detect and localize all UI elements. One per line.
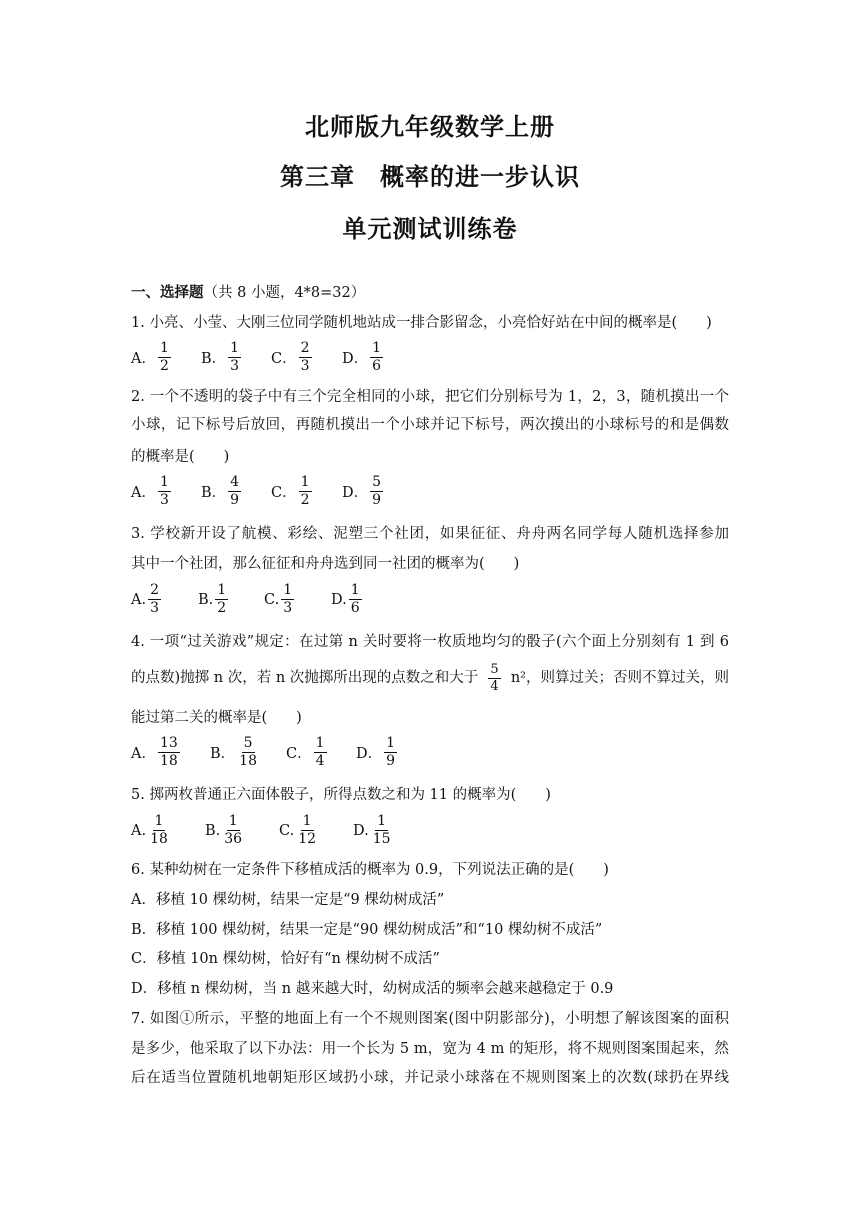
denominator: 4 bbox=[315, 753, 325, 769]
denominator: 6 bbox=[350, 600, 360, 616]
q5-option-d[interactable] bbox=[353, 813, 395, 848]
numerator: 5 bbox=[490, 661, 499, 677]
q1-option-a[interactable] bbox=[131, 340, 173, 375]
numerator: 1 bbox=[302, 813, 312, 829]
fraction bbox=[296, 813, 318, 848]
q2-line-2: 小球，记下标号后放回，再随机摸出一个小球并记下标号，两次摸出的小球标号的和是偶数 bbox=[131, 417, 729, 433]
option-label: C． bbox=[271, 485, 297, 501]
test-title: 单元测试训练卷 bbox=[342, 215, 518, 243]
q5-option-b[interactable] bbox=[205, 813, 246, 848]
fraction bbox=[215, 582, 228, 617]
q4-option-a[interactable] bbox=[131, 735, 182, 770]
fraction bbox=[314, 735, 327, 770]
denominator: 9 bbox=[230, 492, 240, 508]
option-label: C. bbox=[264, 591, 280, 608]
q2-line-1: 2. 一个不透明的袋子中有三个完全相同的小球，把它们分别标号为 1，2，3，随机摸出一个 bbox=[131, 389, 729, 405]
q3-line-1: 3. 学校新开设了航模、彩绘、泥塑三个社团，如果征征、舟舟两名同学每人随机选择参加 bbox=[131, 526, 729, 542]
denominator: 3 bbox=[150, 600, 160, 616]
fraction bbox=[237, 735, 259, 770]
option-label: D. bbox=[353, 822, 369, 839]
numerator: 1 bbox=[283, 582, 293, 598]
denominator: 18 bbox=[239, 753, 257, 769]
denominator: 2 bbox=[217, 600, 227, 616]
q3-option-d[interactable] bbox=[331, 582, 364, 617]
q6-option-a[interactable]: A．移植 10 棵幼树，结果一定是“9 棵幼树成活” bbox=[131, 892, 445, 908]
chapter-title: 第三章 概率的进一步认识 bbox=[280, 163, 580, 191]
numerator: 1 bbox=[228, 813, 238, 829]
q4-line-1: 4. 一项“过关游戏”规定：在过第 n 关时要将一枚质地均匀的骰子(六个面上分别刻有 1 到 6 bbox=[131, 634, 729, 650]
q6-option-d[interactable]: D．移植 n 棵幼树，当 n 越来越大时，幼树成活的频率会越来越稳定于 0.9 bbox=[131, 981, 614, 997]
option-label: B． bbox=[210, 746, 236, 762]
numerator: 1 bbox=[230, 340, 240, 356]
option-label: B． bbox=[201, 485, 227, 501]
numerator: 1 bbox=[377, 813, 387, 829]
denominator: 3 bbox=[230, 358, 240, 374]
section-note: （共 8 小题，4*8=32） bbox=[203, 285, 366, 301]
q4-line-2 bbox=[131, 660, 729, 696]
q7-line-3: 后在适当位置随机地朝矩形区域扔小球，并记录小球落在不规则图案上的次数(球扔在界线 bbox=[131, 1070, 729, 1086]
option-label: B. bbox=[198, 591, 214, 608]
numerator: 5 bbox=[372, 474, 382, 490]
q4-option-c[interactable] bbox=[286, 735, 329, 770]
denominator: 3 bbox=[159, 492, 169, 508]
section-label: 一、选择题 bbox=[131, 284, 204, 301]
q1-option-c[interactable] bbox=[271, 340, 314, 375]
q6-option-b[interactable]: B．移植 100 棵幼树，结果一定是“90 棵幼树成活”和“10 棵幼树不成活” bbox=[131, 922, 603, 938]
section-heading bbox=[131, 283, 365, 303]
option-label: C． bbox=[271, 351, 297, 367]
q5-option-a[interactable] bbox=[131, 813, 172, 848]
numerator: 5 bbox=[243, 735, 253, 751]
fraction bbox=[148, 582, 161, 617]
denominator: 18 bbox=[159, 753, 178, 769]
denominator: 6 bbox=[372, 358, 382, 374]
numerator: 1 bbox=[350, 582, 360, 598]
q3-option-b[interactable] bbox=[198, 582, 230, 617]
numerator: 2 bbox=[300, 340, 310, 356]
denominator: 18 bbox=[150, 831, 168, 847]
q6-stem: 6. 某种幼树在一定条件下移植成活的概率为 0.9，下列说法正确的是( ) bbox=[131, 862, 609, 878]
numerator: 1 bbox=[386, 735, 396, 751]
q4-option-d[interactable] bbox=[356, 735, 399, 770]
fraction bbox=[158, 340, 171, 375]
option-label: A. bbox=[131, 822, 147, 839]
q3-line-2: 其中一个社团，那么征征和舟舟选到同一社团的概率为( ) bbox=[131, 556, 520, 572]
option-label: A. bbox=[131, 591, 147, 608]
denominator: 4 bbox=[490, 678, 499, 694]
fraction bbox=[299, 474, 312, 509]
numerator: 1 bbox=[154, 813, 164, 829]
numerator: 1 bbox=[372, 340, 382, 356]
q2-option-d[interactable] bbox=[342, 474, 385, 509]
numerator: 1 bbox=[315, 735, 325, 751]
fraction bbox=[222, 813, 244, 848]
paper-title: 北师版九年级数学上册 bbox=[305, 113, 555, 141]
fraction bbox=[370, 340, 383, 375]
q5-stem: 5. 掷两枚普通正六面体骰子，所得点数之和为 11 的概率为( ) bbox=[131, 787, 551, 803]
denominator: 12 bbox=[298, 831, 317, 847]
denominator: 15 bbox=[372, 831, 391, 847]
fraction bbox=[281, 582, 294, 617]
denominator: 2 bbox=[159, 358, 169, 374]
q6-option-c[interactable]: C．移植 10n 棵幼树，恰好有“n 棵幼树不成活” bbox=[131, 951, 440, 967]
q2-option-a[interactable] bbox=[131, 474, 173, 509]
numerator: 13 bbox=[159, 735, 178, 751]
fraction bbox=[371, 813, 393, 848]
q4-line-2-text-a: 的点数)抛掷 n 次，若 n 次抛掷所出现的点数之和大于 bbox=[131, 670, 479, 686]
numerator: 1 bbox=[300, 474, 310, 490]
option-label: C. bbox=[279, 822, 295, 839]
q7-line-2: 是多少，他采取了以下办法：用一个长为 5 m，宽为 4 m 的矩形，将不规则图案围起来，然 bbox=[131, 1041, 729, 1057]
q4-line-2-text-b: n²，则算过关；否则不算过关，则 bbox=[510, 670, 729, 686]
q4-line-3: 能过第二关的概率是( ) bbox=[131, 710, 302, 726]
option-label: A． bbox=[131, 746, 156, 762]
denominator: 36 bbox=[224, 831, 243, 847]
fraction bbox=[349, 582, 362, 617]
option-label: B． bbox=[201, 351, 227, 367]
fraction bbox=[158, 474, 171, 509]
q2-option-c[interactable] bbox=[271, 474, 314, 509]
fraction bbox=[299, 340, 312, 375]
numerator: 1 bbox=[159, 340, 169, 356]
fraction bbox=[370, 474, 383, 509]
denominator: 3 bbox=[283, 600, 293, 616]
option-label: A． bbox=[131, 485, 156, 501]
q3-option-c[interactable] bbox=[264, 582, 296, 617]
numerator: 2 bbox=[150, 582, 160, 598]
q5-option-c[interactable] bbox=[279, 813, 320, 848]
q2-line-3: 的概率是( ) bbox=[131, 449, 230, 465]
fraction bbox=[384, 735, 397, 770]
numerator: 4 bbox=[230, 474, 240, 490]
q7-line-1: 7. 如图①所示，平整的地面上有一个不规则图案(图中阴影部分)，小明想了解该图案的面积 bbox=[131, 1011, 729, 1027]
q1-option-b[interactable] bbox=[201, 340, 243, 375]
q1-option-d[interactable] bbox=[342, 340, 385, 375]
option-label: D. bbox=[331, 591, 347, 608]
denominator: 9 bbox=[372, 492, 382, 508]
option-label: A． bbox=[131, 351, 156, 367]
fraction bbox=[158, 735, 180, 770]
option-label: D． bbox=[356, 746, 383, 762]
fraction bbox=[228, 340, 241, 375]
denominator: 3 bbox=[300, 358, 310, 374]
option-label: D． bbox=[342, 485, 369, 501]
denominator: 9 bbox=[386, 753, 396, 769]
q3-option-a[interactable] bbox=[131, 582, 163, 617]
q4-fraction bbox=[488, 662, 500, 695]
numerator: 1 bbox=[159, 474, 169, 490]
q4-option-b[interactable] bbox=[210, 735, 261, 770]
option-label: D． bbox=[342, 351, 369, 367]
q2-option-b[interactable] bbox=[201, 474, 243, 509]
fraction bbox=[148, 813, 170, 848]
fraction bbox=[228, 474, 241, 509]
numerator: 1 bbox=[217, 582, 227, 598]
q1-stem: 1. 小亮、小莹、大刚三位同学随机地站成一排合影留念，小亮恰好站在中间的概率是( ) bbox=[131, 315, 712, 331]
option-label: C． bbox=[286, 746, 312, 762]
denominator: 2 bbox=[300, 492, 310, 508]
option-label: B. bbox=[205, 822, 221, 839]
